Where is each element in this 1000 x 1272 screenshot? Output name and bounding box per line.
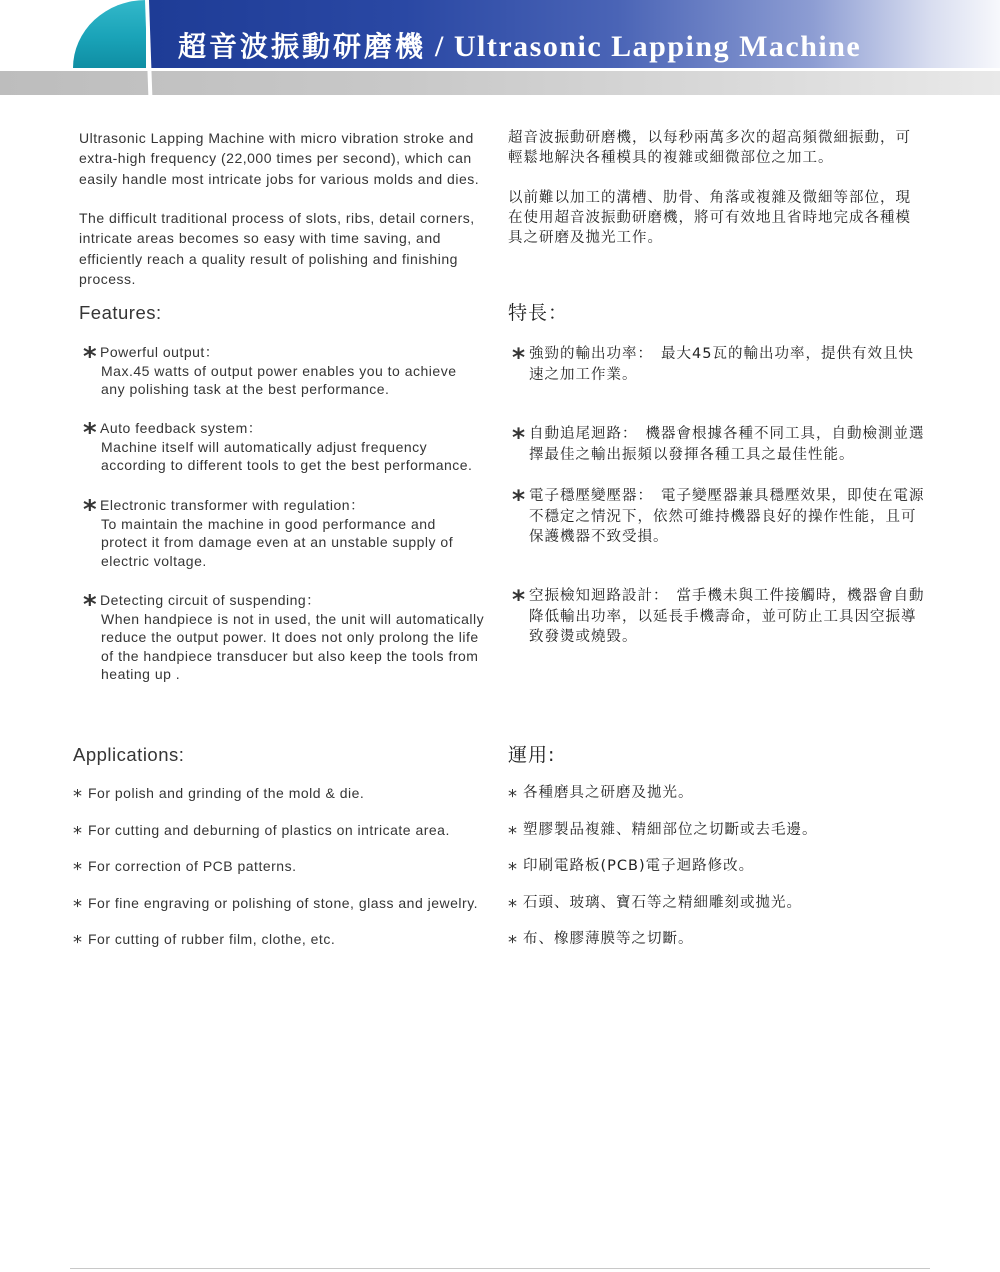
feature-item-zh <box>512 586 942 648</box>
feature-first-line <box>529 424 942 445</box>
asterisk-bullet-icon: * <box>508 859 517 880</box>
feature-description-line: 當手機未與工件接觸時，機器會自動 <box>676 588 925 604</box>
list-item <box>508 783 938 820</box>
intro-line: The difficult traditional process of slots, ribs, detail corners, <box>79 210 475 226</box>
asterisk-bullet-icon: * <box>512 343 526 372</box>
intro-line: 具之研磨及拋光工作。 <box>508 230 663 246</box>
feature-first-line <box>529 486 942 507</box>
feature-item-en <box>83 419 503 475</box>
feature-description-line: protect it from damage even at an unstable supply of <box>101 534 454 550</box>
application-text: For polish and grinding of the mold & die. <box>88 785 365 801</box>
feature-title: 空振檢知迴路設計： <box>529 588 669 604</box>
feature-description-line: Max.45 watts of output power enables you to achieve <box>101 362 457 379</box>
intro-line: process. <box>79 270 136 287</box>
asterisk-bullet-icon: * <box>512 485 526 514</box>
feature-description-line: To maintain the machine in good performance and <box>101 515 436 532</box>
intro-line: efficiently reach a quality result of polishing and finishing <box>79 250 458 267</box>
intro-line: easily handle most intricate jobs for various molds and dies. <box>79 170 480 187</box>
features-heading-zh: 特長： <box>508 302 569 324</box>
intro-paragraph-en <box>79 128 499 189</box>
asterisk-bullet-icon: * <box>508 786 517 807</box>
feature-item-en <box>83 496 503 570</box>
feature-item-en <box>83 343 503 399</box>
feature-title: 強勁的輸出功率： <box>529 346 653 362</box>
feature-title: 電子穩壓變壓器： <box>529 488 653 504</box>
applications-heading-zh: 運用: <box>508 744 556 766</box>
intro-paragraph-en <box>79 208 499 289</box>
application-text: For correction of PCB patterns. <box>88 858 297 874</box>
intro-line: 輕鬆地解決各種模具的複雜或細微部位之加工。 <box>508 150 834 166</box>
application-text: 塑膠製品複雜、精細部位之切斷或去毛邊。 <box>523 821 818 838</box>
feature-description-line: 擇最佳之輸出振頻以發揮各種工具之最佳性能。 <box>529 446 855 463</box>
list-item <box>73 856 503 893</box>
intro-line: Ultrasonic Lapping Machine with micro vibration stroke and <box>79 130 474 146</box>
list-item <box>508 893 938 930</box>
feature-description-line: 降低輸出功率，以延長手機壽命，並可防止工具因空振導 <box>529 608 917 625</box>
feature-description-line: electric voltage. <box>101 552 207 569</box>
feature-item-zh <box>512 424 942 465</box>
asterisk-bullet-icon: * <box>512 585 526 614</box>
feature-description-line: Machine itself will automatically adjust frequency <box>101 438 428 455</box>
feature-description-line: 保護機器不致受損。 <box>529 529 669 545</box>
asterisk-bullet-icon: * <box>73 822 82 844</box>
applications-list-zh <box>508 783 938 966</box>
application-text: For cutting and deburning of plastics on intricate area. <box>88 821 450 838</box>
header-teal-emblem <box>73 0 146 68</box>
asterisk-bullet-icon: * <box>83 342 97 372</box>
list-item <box>508 929 938 966</box>
asterisk-bullet-icon: * <box>73 859 82 880</box>
feature-description-line: reduce the output power. It does not only prolong the life <box>101 629 479 645</box>
feature-description-line: 機器會根據各種不同工具，自動檢測並選 <box>645 426 925 442</box>
application-text: For fine engraving or polishing of stone, glass and jewelry. <box>88 894 479 911</box>
footer-divider <box>70 1268 930 1269</box>
asterisk-bullet-icon: * <box>83 590 97 620</box>
feature-description-line: 不穩定之情況下，依然可維持機器良好的操作性能，且可 <box>529 508 917 525</box>
feature-description-line: 速之加工作業。 <box>529 366 638 383</box>
list-item <box>73 820 503 857</box>
list-item <box>73 783 503 820</box>
feature-item-zh <box>512 486 942 548</box>
feature-title: Detecting circuit of suspending： <box>100 592 321 608</box>
asterisk-bullet-icon: * <box>83 495 97 525</box>
list-item <box>73 929 503 966</box>
asterisk-bullet-icon: * <box>508 895 517 917</box>
feature-item-zh <box>512 344 942 385</box>
asterisk-bullet-icon: * <box>508 932 517 953</box>
application-text: 石頭、玻璃、寶石等之精細雕刻或拋光。 <box>523 894 802 911</box>
feature-description-line: according to different tools to get the best performance. <box>101 457 473 473</box>
applications-heading-en: Applications: <box>73 744 185 765</box>
feature-description-line: of the handpiece transducer but also keep the tools from <box>101 647 479 664</box>
features-heading-en: Features: <box>79 302 162 323</box>
application-text: For cutting of rubber film, clothe, etc. <box>88 931 336 947</box>
asterisk-bullet-icon: * <box>83 418 97 448</box>
application-text: 各種磨具之研磨及拋光。 <box>523 785 694 801</box>
intro-line: 以前難以加工的溝槽、肋骨、角落或複雜及微細等部位，現 <box>508 190 911 206</box>
list-item <box>73 893 503 930</box>
intro-paragraph-zh <box>508 128 938 168</box>
asterisk-bullet-icon: * <box>512 423 526 452</box>
feature-description-line: When handpiece is not in used, the unit will automatically <box>101 610 485 627</box>
feature-description-line: 最大45瓦的輸出功率，提供有效且快 <box>661 346 914 362</box>
asterisk-bullet-icon: * <box>508 822 517 844</box>
feature-first-line <box>529 586 942 607</box>
asterisk-bullet-icon: * <box>73 786 82 807</box>
feature-description-line: 電子變壓器兼具穩壓效果，即使在電源 <box>661 488 925 504</box>
intro-line: intricate areas becomes so easy with time saving, and <box>79 230 441 247</box>
feature-item-en <box>83 591 503 684</box>
intro-line: 超音波振動研磨機，以每秒兩萬多次的超高頻微細振動，可 <box>508 130 911 146</box>
feature-title: Electronic transformer with regulation： <box>100 497 365 513</box>
feature-title: 自動追尾迴路： <box>529 426 638 442</box>
applications-list-en <box>73 783 503 966</box>
page-title-en: / Ultrasonic Lapping Machine <box>435 30 862 63</box>
intro-line: 在使用超音波振動研磨機，將可有效地且省時地完成各種模 <box>508 210 911 226</box>
intro-paragraph-zh <box>508 188 938 248</box>
feature-description-line: any polishing task at the best performance. <box>101 381 390 397</box>
feature-first-line <box>529 344 942 365</box>
page-title <box>178 27 861 67</box>
feature-description-line: 致發燙或燒毀。 <box>529 629 638 645</box>
feature-title: Auto feedback system： <box>100 420 263 436</box>
asterisk-bullet-icon: * <box>73 932 82 953</box>
list-item <box>508 820 938 857</box>
page-title-zh: 超音波振動研磨機 <box>178 30 427 63</box>
list-item <box>508 856 938 893</box>
asterisk-bullet-icon: * <box>73 895 82 917</box>
intro-line: extra-high frequency (22,000 times per second), which can <box>79 150 472 167</box>
feature-title: Powerful output： <box>100 344 220 360</box>
application-text: 印刷電路板(PCB)電子迴路修改。 <box>523 858 755 874</box>
feature-description-line: heating up . <box>101 666 181 682</box>
application-text: 布、橡膠薄膜等之切斷。 <box>523 931 694 947</box>
